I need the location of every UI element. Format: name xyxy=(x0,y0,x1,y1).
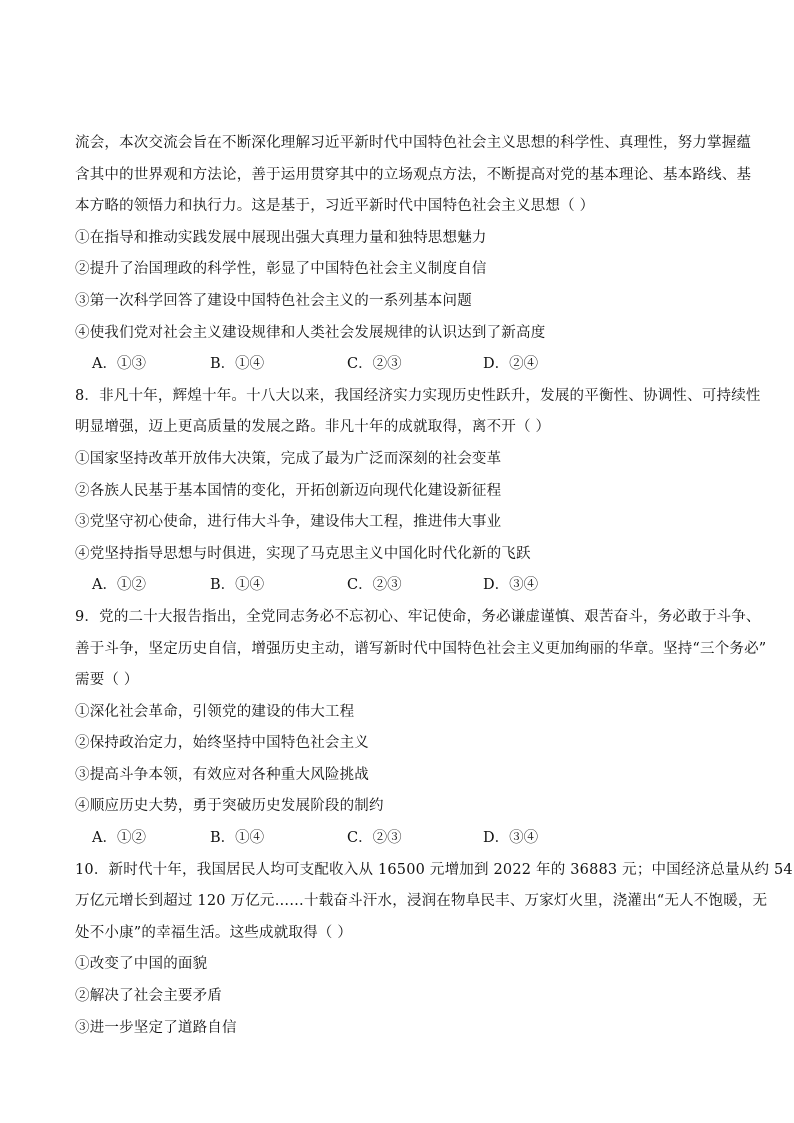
option-c[interactable]: C．②③ xyxy=(347,830,402,847)
statement-item: ③第一次科学回答了建设中国特色社会主义的一系列基本问题 xyxy=(75,292,472,309)
question-stem-line: 10．新时代十年，我国居民人均可支配收入从 16500 元增加到 2022 年的 36883 元；中国经济总量从约 54 xyxy=(75,861,793,878)
question-stem-line: 8．非凡十年，辉煌十年。十八大以来，我国经济实力实现历史性跃升，发展的平衡性、协调性、可持续性 xyxy=(75,387,761,404)
statement-item: ①改变了中国的面貌 xyxy=(75,956,208,973)
statement-item: ③进一步坚定了道路自信 xyxy=(75,1019,237,1036)
statement-item: ①深化社会革命，引领党的建设的伟大工程 xyxy=(75,703,355,720)
option-c[interactable]: C．②③ xyxy=(347,356,402,373)
statement-item: ①国家坚持改革开放伟大决策，完成了最为广泛而深刻的社会变革 xyxy=(75,450,502,467)
option-a[interactable]: A．①② xyxy=(92,830,146,847)
question-stem-line: 9．党的二十大报告指出，全党同志务必不忘初心、牢记使命，务必谦虚谨慎、艰苦奋斗，务必敢于斗争、 xyxy=(75,608,761,625)
answer-options xyxy=(75,570,725,602)
option-d[interactable]: D．③④ xyxy=(483,577,539,594)
question-7 xyxy=(75,128,752,381)
statement-item: ③党坚守初心使命，进行伟大斗争，建设伟大工程，推进伟大事业 xyxy=(75,514,502,531)
statement-item: ②各族人民基于基本国情的变化，开拓创新迈向现代化建设新征程 xyxy=(75,482,502,499)
question-stem-line: 明显增强，迈上更高质量的发展之路。非凡十年的成就取得，离不开（ ） xyxy=(75,419,551,436)
option-b[interactable]: B．①④ xyxy=(210,577,265,594)
statement-item: ③提高斗争本领，有效应对各种重大风险挑战 xyxy=(75,766,369,783)
option-b[interactable]: B．①④ xyxy=(210,830,265,847)
exam-page xyxy=(75,128,793,1044)
answer-options xyxy=(75,349,725,381)
statement-item: ④使我们党对社会主义建设规律和人类社会发展规律的认识达到了新高度 xyxy=(75,324,546,341)
statement-item: ②解决了社会主要矛盾 xyxy=(75,988,222,1005)
statement-item: ④顺应历史大势，勇于突破历史发展阶段的制约 xyxy=(75,798,384,815)
option-c[interactable]: C．②③ xyxy=(347,577,402,594)
question-stem-line: 含其中的世界观和方法论，善于运用贯穿其中的立场观点方法，不断提高对党的基本理论、基本路线、基 xyxy=(75,166,752,183)
option-b[interactable]: B．①④ xyxy=(210,356,265,373)
statement-item: ②提升了治国理政的科学性，彰显了中国特色社会主义制度自信 xyxy=(75,261,487,278)
question-10 xyxy=(75,855,793,1045)
option-d[interactable]: D．③④ xyxy=(483,830,539,847)
option-d[interactable]: D．②④ xyxy=(483,356,539,373)
question-stem-line: 万亿元增长到超过 120 万亿元……十载奋斗汗水，浸润在物阜民丰、万家灯火里，浇灌出“无人不饱暖，无 xyxy=(75,893,768,910)
question-9 xyxy=(75,602,767,855)
question-stem-line: 善于斗争，坚定历史自信，增强历史主动，谱写新时代中国特色社会主义更加绚丽的华章。坚持“三个务必” xyxy=(75,640,767,657)
statement-item: ①在指导和推动实践发展中展现出强大真理力量和独特思想魅力 xyxy=(75,229,487,246)
option-a[interactable]: A．①② xyxy=(92,577,146,594)
question-stem-line: 需要（ ） xyxy=(75,672,139,689)
statement-item: ④党坚持指导思想与时俱进，实现了马克思主义中国化时代化新的飞跃 xyxy=(75,545,531,562)
question-stem-line: 流会，本次交流会旨在不断深化理解习近平新时代中国特色社会主义思想的科学性、真理性，努力掌握蕴 xyxy=(75,135,752,151)
question-8 xyxy=(75,381,761,602)
statement-item: ②保持政治定力，始终坚持中国特色社会主义 xyxy=(75,735,369,752)
question-stem-line: 处不小康”的幸福生活。这些成就取得（ ） xyxy=(75,924,353,941)
option-a[interactable]: A．①③ xyxy=(92,356,146,373)
question-stem-line: 本方略的领悟力和执行力。这是基于，习近平新时代中国特色社会主义思想（ ） xyxy=(75,198,595,215)
answer-options xyxy=(75,823,725,855)
